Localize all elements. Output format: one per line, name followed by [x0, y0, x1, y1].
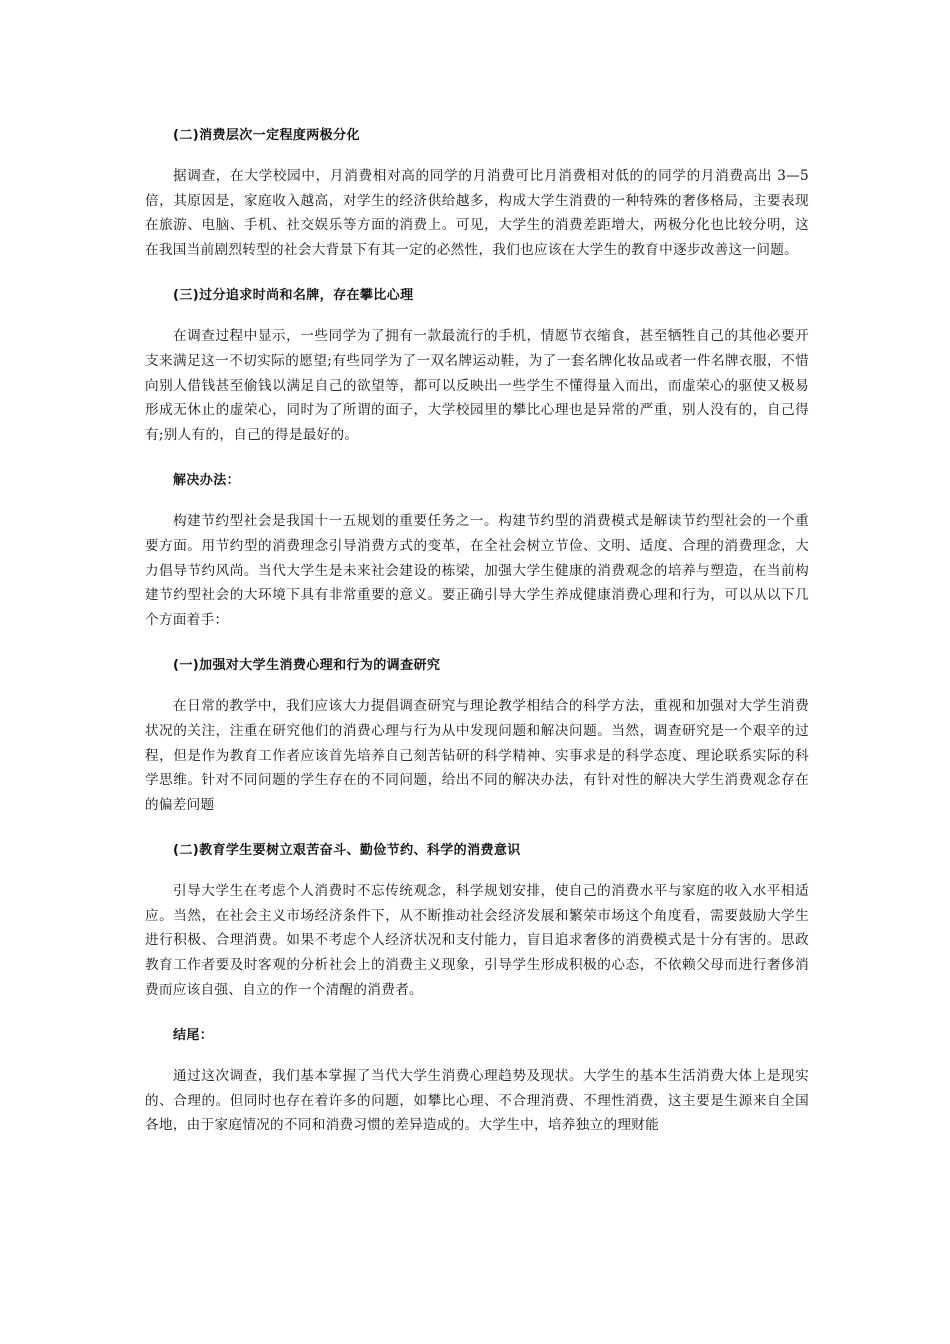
- section-heading-conclusion: 结尾：: [173, 1028, 214, 1044]
- section-body-brand-comparison: 在调查过程中显示，一些同学为了拥有一款最流行的手机，情愿节衣缩食，甚至牺牲自己的其他必要开支来满足这一不切实际的愿望;有些同学为了一双名牌运动鞋，为了一套名牌化妆品或者一件名牌衣服，不惜向别人借钱甚至偷钱以满足自己的欲望等，都可以反映出一些学生不懂得量入而出，而虚荣心的驱使又极易形成无休止的虚荣心，同时为了所谓的面子，大学校园里的攀比心理也是异常的严重，别人没有的，自己得有;别人有的，自己的得是最好的。: [145, 328, 809, 443]
- section-body-education: 引导大学生在考虑个人消费时不忘传统观念，科学规划安排，使自己的消费水平与家庭的收入水平相适应。当然，在社会主义市场经济条件下，从不断推动社会经济发展和繁荣市场这个角度看，需要鼓励大学生进行积极、合理消费。如果不考虑个人经济状况和支付能力，盲目追求奢侈的消费模式是十分有害的。思政教育工作者要及时客观的分析社会上的消费主义现象，引导学生形成积极的心态，不依赖父母而进行奢侈消费而应该自强、自立的作一个清醒的消费者。: [145, 883, 809, 998]
- section-heading-brand-comparison: (三)过分追求时尚和名牌，存在攀比心理: [173, 288, 414, 304]
- section-heading-consumption-polarization: (二)消费层次一定程度两极分化: [173, 128, 360, 143]
- section-body-consumption-polarization: 据调查，在大学校园中，月消费相对高的同学的月消费可比月消费相对低的的同学的月消费高出 3—5 倍，其原因是，家庭收入越高，对学生的经济供给越多，构成大学生消费的一种特殊的奢侈格局，主要表现在旅游、电脑、手机、社交娱乐等方面的消费上。可见，大学生的消费差距增大，两极分化也比较分明，这在我国当前剧烈转型的社会大背景下有其一定的必然性，我们也应该在大学生的教育中逐步改善这一问题。: [145, 168, 809, 258]
- section-body-conclusion: 通过这次调查，我们基本掌握了当代大学生消费心理趋势及现状。大学生的基本生活消费大体上是现实的、合理的。但同时也存在着许多的问题，如攀比心理、不合理消费、不理性消费，这主要是生源来自全国各地，由于家庭情况的不同和消费习惯的差异造成的。大学生中，培养独立的理财能: [145, 1068, 809, 1134]
- document-page: [145, 116, 809, 1138]
- section-heading-research: (一)加强对大学生消费心理和行为的调查研究: [173, 658, 441, 674]
- section-heading-education: (二)教育学生要树立艰苦奋斗、勤俭节约、科学的消费意识: [173, 843, 521, 859]
- section-body-solutions: 构建节约型社会是我国十一五规划的重要任务之一。构建节约型的消费模式是解读节约型社会的一个重要方面。用节约型的消费理念引导消费方式的变革，在全社会树立节俭、文明、适度、合理的消费理念，大力倡导节约风尚。当代大学生是未来社会建设的栋梁，加强大学生健康的消费观念的培养与塑造，在当前构建节约型社会的大环境下具有非常重要的意义。要正确引导大学生养成健康消费心理和行为，可以从以下几个方面着手：: [145, 513, 809, 628]
- section-body-research: 在日常的教学中，我们应该大力提倡调查研究与理论教学相结合的科学方法，重视和加强对大学生消费状况的关注，注重在研究他们的消费心理与行为从中发现问题和解决问题。当然，调查研究是一个艰辛的过程，但是作为教育工作者应该首先培养自己刻苦钻研的科学精神、实事求是的科学态度、理论联系实际的科学思维。针对不同问题的学生存在的不同问题，给出不同的解决办法，有针对性的解决大学生消费观念存在的偏差问题: [145, 698, 809, 813]
- section-heading-solutions: 解决办法：: [173, 473, 241, 489]
